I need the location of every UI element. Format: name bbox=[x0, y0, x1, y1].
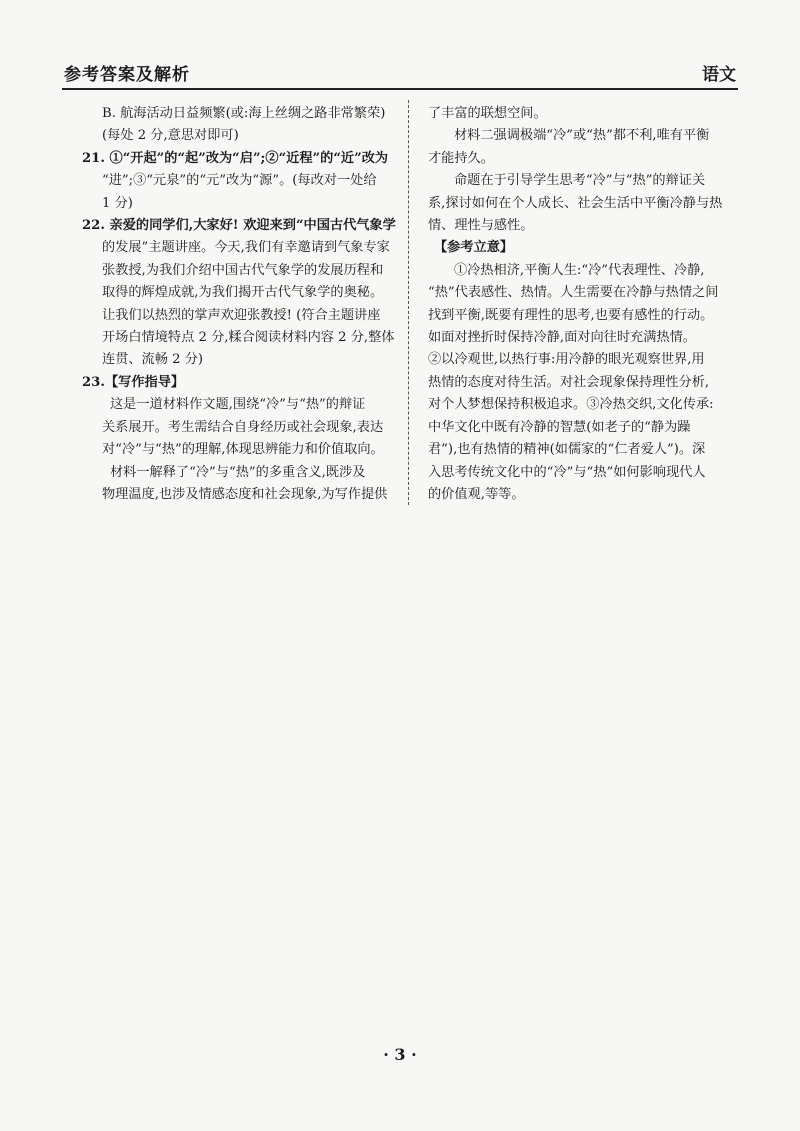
column-divider bbox=[408, 100, 409, 505]
paragraph-line: 入思考传统文化中的“冷”与“热”如何影响现代人 bbox=[428, 464, 706, 480]
answer-line: 开场白情境特点 2 分,糅合阅读材料内容 2 分,整体 bbox=[102, 330, 395, 346]
paragraph-line: 的价值观,等等。 bbox=[428, 486, 525, 502]
answer-line: 的发展”主题讲座。今天,我们有幸邀请到气象专家 bbox=[102, 240, 390, 256]
paragraph-line: 材料二强调极端“冷”或“热”都不利,唯有平衡 bbox=[454, 128, 710, 144]
paragraph-line: 热情的态度对待生活。对社会现象保持理性分析, bbox=[428, 374, 710, 390]
answer-line: (每处 2 分,意思对即可) bbox=[102, 128, 239, 144]
left-column bbox=[82, 103, 397, 506]
paragraph-line: 情、理性与感性。 bbox=[428, 218, 534, 234]
question-22: 22. 亲爱的同学们,大家好! 欢迎来到“中国古代气象学 bbox=[82, 218, 396, 234]
header-title: 参考答案及解析 bbox=[64, 65, 190, 85]
paragraph-line: 物理温度,也涉及情感态度和社会现象,为写作提供 bbox=[102, 486, 388, 502]
question-21: 21. ①“开起”的“起”改为“启”;②“近程”的“近”改为 bbox=[82, 150, 389, 166]
answer-line: 让我们以热烈的掌声欢迎张教授! (符合主题讲座 bbox=[102, 307, 381, 323]
answer-line: 1 分) bbox=[102, 195, 133, 211]
paragraph-line: ①冷热相济,平衡人生:“冷”代表理性、冷静, bbox=[454, 262, 705, 278]
reference-heading: 【参考立意】 bbox=[434, 240, 514, 256]
page-number: · 3 · bbox=[383, 1045, 417, 1064]
answer-line: “进”;③“元泉”的“元”改为“源”。(每改对一处给 bbox=[102, 173, 377, 189]
paragraph-line: 对个人梦想保持积极追求。③冷热交织,文化传承: bbox=[428, 397, 714, 413]
paragraph-line: “热”代表感性、热情。人生需要在冷静与热情之间 bbox=[428, 285, 719, 301]
paragraph-line: 系,探讨如何在个人成长、社会生活中平衡冷静与热 bbox=[428, 195, 723, 211]
question-23-heading: 23.【写作指导】 bbox=[82, 374, 185, 390]
paragraph-line: 材料一解释了“冷”与“热”的多重含义,既涉及 bbox=[110, 464, 366, 480]
header-subject: 语文 bbox=[702, 65, 736, 85]
answer-line: 张教授,为我们介绍中国古代气象学的发展历程和 bbox=[102, 262, 384, 278]
paragraph-line: 命题在于引导学生思考“冷”与“热”的辩证关 bbox=[454, 173, 706, 189]
paragraph-line: 才能持久。 bbox=[428, 150, 494, 166]
answer-line: B. 航海活动日益频繁(或:海上丝绸之路非常繁荣) bbox=[102, 106, 386, 121]
paragraph-line: 了丰富的联想空间。 bbox=[428, 106, 547, 121]
paragraph-line: 这是一道材料作文题,围绕“冷”与“热”的辩证 bbox=[110, 397, 366, 413]
paragraph-line: 中华文化中既有冷静的智慧(如老子的“静为躁 bbox=[428, 419, 691, 435]
paragraph-line: ②以冷观世,以热行事:用冷静的眼光观察世界,用 bbox=[428, 352, 705, 368]
answer-line: 连贯、流畅 2 分) bbox=[102, 352, 204, 368]
page-header bbox=[62, 58, 738, 90]
paragraph-line: 找到平衡,既要有理性的思考,也要有感性的行动。 bbox=[428, 307, 714, 323]
paragraph-line: 君”),也有热情的精神(如儒家的“仁者爱人”)。深 bbox=[428, 442, 706, 458]
paragraph-line: 对“冷”与“热”的理解,体现思辨能力和价值取向。 bbox=[102, 442, 384, 458]
answer-line: 取得的辉煌成就,为我们揭开古代气象学的奥秘。 bbox=[102, 285, 384, 301]
paragraph-line: 如面对挫折时保持冷静,面对向往时充满热情。 bbox=[428, 330, 696, 346]
paragraph-line: 关系展开。考生需结合自身经历或社会现象,表达 bbox=[102, 419, 384, 435]
right-column bbox=[428, 103, 746, 506]
